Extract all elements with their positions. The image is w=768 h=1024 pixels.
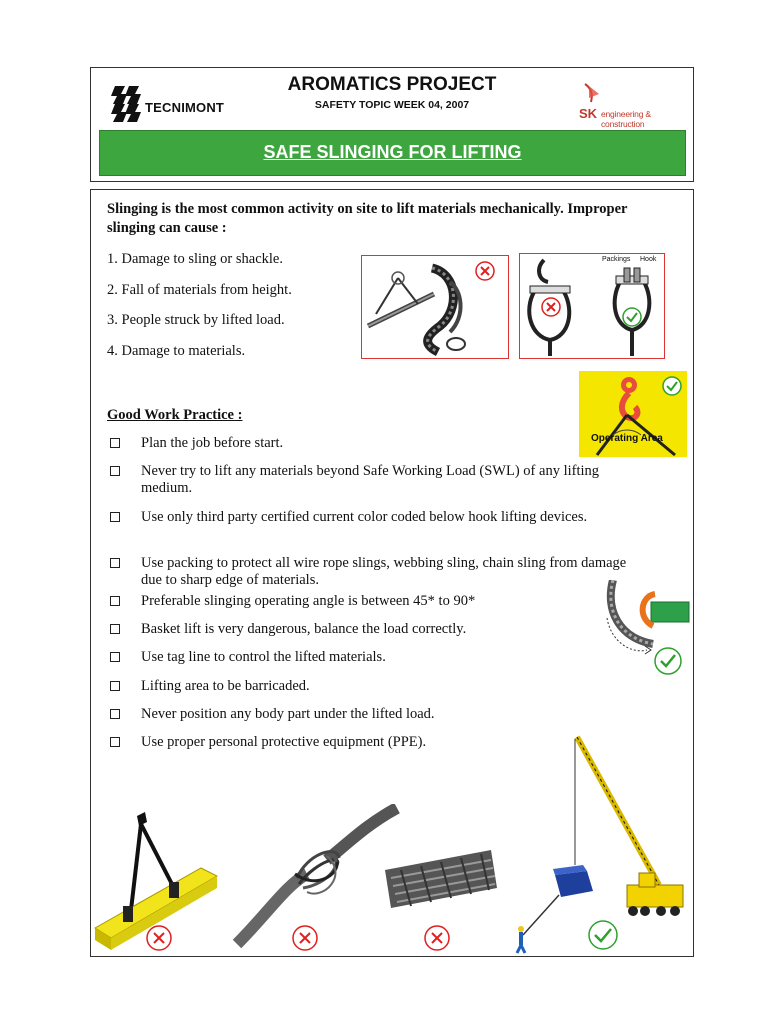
cause-item: 3. People struck by lifted load. xyxy=(107,312,285,328)
checkbox-bullet-icon xyxy=(110,512,120,522)
practice-text: Never position any body part under the lifted load. xyxy=(141,706,435,722)
packings-label: Packings xyxy=(602,256,631,263)
check-icon xyxy=(621,306,643,328)
sk-logo xyxy=(577,82,681,129)
damaged-rope-wrong-illustration xyxy=(227,804,407,954)
practice-text: Lifting area to be barricaded. xyxy=(141,678,310,694)
operating-area-illustration xyxy=(579,371,687,457)
checkbox-bullet-icon xyxy=(110,466,120,476)
practice-item xyxy=(107,649,667,678)
shackle-packing-illustration xyxy=(519,253,665,359)
practice-text: Plan the job before start. xyxy=(141,435,284,451)
header-box xyxy=(90,67,694,182)
checkbox-bullet-icon xyxy=(110,652,120,662)
practice-item xyxy=(107,621,667,649)
checkbox-bullet-icon xyxy=(110,438,120,448)
page-title: AROMATICS PROJECT xyxy=(287,74,497,95)
practice-text: Never try to lift any materials beyond Safe Working Load (SWL) of any lifting medium. xyxy=(141,463,600,496)
hook-label: Hook xyxy=(640,256,657,263)
beam-lift-wrong-illustration xyxy=(93,810,223,954)
practice-list xyxy=(107,435,667,762)
cause-item: 1. Damage to sling or shackle. xyxy=(107,251,283,267)
banner-title: SAFE SLINGING FOR LIFTING xyxy=(263,142,522,162)
sk-tagline: engineering & construction xyxy=(601,109,651,129)
edge-packing-illustration xyxy=(601,580,691,680)
practice-item xyxy=(107,593,667,621)
good-practice-title: Good Work Practice : xyxy=(107,407,243,423)
cause-item: 4. Damage to materials. xyxy=(107,342,246,359)
practice-text: Use only third party certified current color coded below hook lifting devices. xyxy=(141,509,588,525)
practice-item xyxy=(107,706,667,734)
practice-text: Basket lift is very dangerous, balance the load correctly. xyxy=(141,621,467,637)
checkbox-bullet-icon xyxy=(110,558,120,568)
check-icon xyxy=(653,646,683,676)
checkbox-bullet-icon xyxy=(110,624,120,634)
tecnimont-wordmark: TECNIMONT xyxy=(145,100,225,115)
practice-item xyxy=(107,678,667,706)
practice-text: Use tag line to control the lifted materials. xyxy=(141,649,386,665)
cross-icon xyxy=(540,296,562,318)
causes-list xyxy=(107,250,357,372)
checkbox-bullet-icon xyxy=(110,709,120,719)
check-icon xyxy=(587,919,619,951)
cross-icon xyxy=(145,924,173,952)
sk-mark-icon xyxy=(581,82,611,108)
practice-item xyxy=(107,555,647,593)
sk-wordmark: SK xyxy=(579,106,598,121)
crushed-rope-wrong-illustration xyxy=(381,840,501,954)
practice-item xyxy=(107,509,627,555)
content-box xyxy=(90,189,694,957)
practice-text: Use packing to protect all wire rope slings, webbing sling, chain sling from damage due to sharp edge of materials. xyxy=(141,555,627,588)
practice-text: Use proper personal protective equipment (PPE). xyxy=(141,734,427,750)
checkbox-bullet-icon xyxy=(110,596,120,606)
intro-text: Slinging is the most common activity on site to lift materials mechanically. Improper slinging can cause : xyxy=(107,201,628,236)
crane-tagline-illustration xyxy=(509,735,693,955)
cross-icon xyxy=(423,924,451,952)
cross-icon xyxy=(291,924,319,952)
check-icon xyxy=(661,375,683,397)
checkbox-bullet-icon xyxy=(110,681,120,691)
operating-area-label: Operating Area xyxy=(591,433,663,444)
sling-hook-wrong-illustration xyxy=(361,255,509,359)
crushed-rope-drawing xyxy=(381,840,501,920)
practice-text: Preferable slinging operating angle is between 45* to 90* xyxy=(141,593,476,609)
cause-item: 2. Fall of materials from height. xyxy=(107,281,292,298)
cross-icon xyxy=(474,260,496,282)
topic-banner xyxy=(99,130,686,176)
page-subtitle: SAFETY TOPIC WEEK 04, 2007 xyxy=(314,99,470,111)
practice-item xyxy=(107,463,647,509)
checkbox-bullet-icon xyxy=(110,737,120,747)
